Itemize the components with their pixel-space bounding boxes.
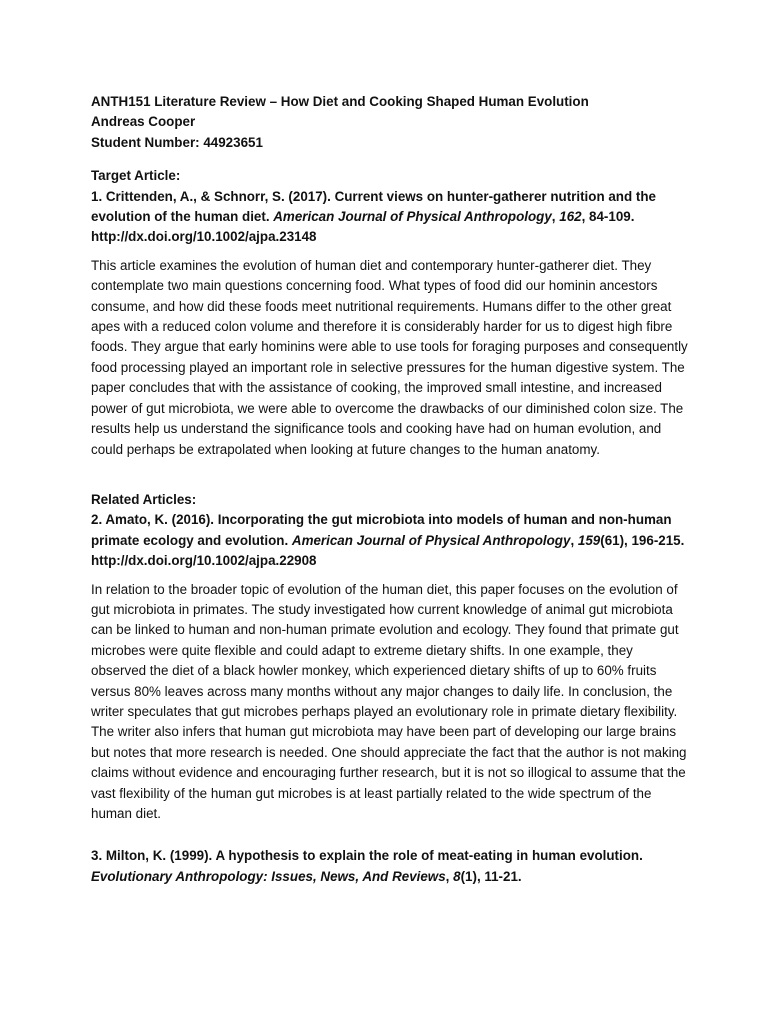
document-title: ANTH151 Literature Review – How Diet and Cooking Shaped Human Evolution xyxy=(91,94,589,109)
target-citation-sep: , xyxy=(551,209,560,225)
article3-citation-text xyxy=(91,867,691,887)
target-citation-pages: , 84-109. xyxy=(581,209,635,225)
section-spacer xyxy=(91,460,691,490)
target-citation-journal: American Journal of Physical Anthropology xyxy=(273,209,552,225)
article2-citation-doi[interactable]: http://dx.doi.org/10.1002/ajpa.22908 xyxy=(91,553,317,569)
target-citation-text xyxy=(91,187,691,228)
article3-citation-volume: 8 xyxy=(453,868,461,884)
student-number: Student Number: 44923651 xyxy=(91,134,263,150)
author-name: Andreas Cooper xyxy=(91,114,196,130)
document-page xyxy=(91,92,691,887)
article2-citation-sep: , xyxy=(570,532,578,548)
related-articles-section xyxy=(91,490,691,887)
target-citation-authors: 1. Crittenden, A., & Schnorr, S. (2017). Current views on hunter-gatherer nutrition and the evolution of the human diet. xyxy=(91,188,656,225)
target-summary-paragraph: This article examines the evolution of human diet and contemporary hunter-gatherer diet. They contemplate two main questions concerning food. What types of food did our hominin ancestors consume, and how did these foods meet nutritional requirements. Humans differ to the other great apes with a reduced colon volume and therefore it is considerably harder for us to digest high fibre foods. They argue that early hominins were able to use tools for foraging purposes and consequently food processing played an important role in selective pressures for the human digestive system. The paper concludes that with the assistance of cooking, the improved small intestine, and increased power of gut microbiota, we were able to overcome the drawbacks of our diminished colon size. The results help us understand the significance tools and cooking have had on human evolution, and could perhaps be extrapolated when looking at future changes to the human anatomy. xyxy=(91,257,688,457)
target-article-heading: Target Article: xyxy=(91,168,181,184)
article2-citation-journal: American Journal of Physical Anthropology xyxy=(291,532,571,548)
target-citation-doi[interactable]: http://dx.doi.org/10.1002/ajpa.23148 xyxy=(91,229,317,245)
article3-citation-journal: Evolutionary Anthropology: Issues, News, And Reviews xyxy=(91,868,446,884)
related-articles-heading: Related Articles: xyxy=(91,491,197,507)
article2-citation-pages: (61), 196-215. xyxy=(600,532,685,548)
article3-citation-pages: (1), 11-21. xyxy=(460,868,522,884)
document-header xyxy=(91,92,691,153)
article2-citation-text xyxy=(91,510,691,551)
article-spacer xyxy=(91,824,691,846)
article3-citation-sep: , xyxy=(445,868,454,884)
article3-citation-authors: 3. Milton, K. (1999). A hypothesis to explain the role of meat-eating in human evolution. xyxy=(91,848,643,864)
article2-citation-volume: 159 xyxy=(577,532,601,548)
article2-citation-authors: 2. Amato, K. (2016). Incorporating the gut microbiota into models of human and non-human primate ecology and evolution. xyxy=(91,512,672,548)
target-article-section xyxy=(91,166,691,460)
target-citation xyxy=(91,187,691,248)
article3-citation xyxy=(91,846,691,887)
target-citation-volume: 162 xyxy=(559,209,582,225)
article2-summary-paragraph: In relation to the broader topic of evolution of the human diet, this paper focuses on the evolution of gut microbiota in primates. The study investigated how current knowledge of animal gut microbiota can be linked to human and non-human primate evolution and ecology. They found that primate gut microbes were quite flexible and could adapt to extreme dietary shifts. In one example, they observed the diet of a black howler monkey, which experienced dietary shifts of up to 60% fruits versus 80% leaves across many months without any major changes to daily life. In conclusion, the writer speculates that gut microbes perhaps played an evolutionary role in primate dietary flexibility. The writer also infers that human gut microbiota may have been part of developing our large brains but notes that more research is needed. One should appreciate the fact that the author is not making claims without evidence and encouraging further research, but it is not so illogical to assume that the vast flexibility of the human gut microbes is at least partially related to the wide spectrum of the human diet. xyxy=(91,581,687,821)
article2-citation xyxy=(91,510,691,571)
